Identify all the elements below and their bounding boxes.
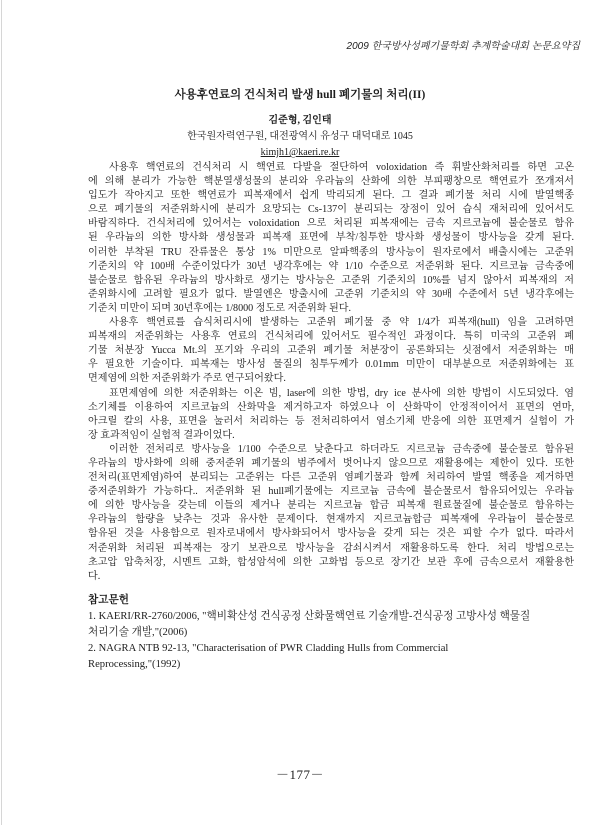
body-text-line: 함유된 것을 사용함으로 원자로내에서 방사화되어서 방사능을 갖게 되는 것은 피할 수가 없다. 따라서 bbox=[88, 528, 574, 540]
references-heading: 참고문헌 bbox=[88, 595, 129, 606]
body-text-line: 장 효과적임이 실험적 결과이었다. bbox=[88, 429, 235, 441]
body-text-line: 입도가 작아지고 또한 핵연료가 피복재에서 쉽게 박리되게 된다. 그 결과 폐기물 처리 시에 발열핵종 bbox=[88, 190, 574, 202]
body-text-line: 기준치의 약 100배 수준이었다가 30년 냉각후에는 약 1/10 수준으로 저준위화 된다. 지르코늄 금속중에 bbox=[88, 260, 574, 272]
body-text-line: 바람직하다. 건식처리에 있어서는 voloxidation 으로 처리된 피복재에는 금속 지르코늄에 불순물로 함유 bbox=[88, 218, 574, 230]
references-section bbox=[88, 592, 578, 673]
page-number: －177－ bbox=[275, 767, 324, 782]
body-text-line: 불순물로 함유된 우라늄의 방사화로 생기는 방사능은 고준위 기준치의 10%를 넘지 않아서 피복재의 저 bbox=[88, 274, 574, 286]
body-text-line: 중저준위화가 가능하다.. 저준위화 된 hull폐기물에는 지르코늄 금속에 불순물로서 함유되어있는 우라늄 bbox=[88, 486, 574, 498]
body-paragraph-3 bbox=[88, 387, 574, 443]
body-text-line: 에 의해 분리가 가능한 핵분열생성물의 분리와 우라늄의 산화에 의한 부피팽창으로 핵연료가 쪼개져서 bbox=[88, 176, 574, 188]
body-text-line: 우라늄의 함량을 낮추는 것과 유사한 문제이다. 현재까지 지르코늄합금 피복재에 우라늄이 불순물로 bbox=[88, 514, 574, 526]
author-email-row bbox=[0, 146, 600, 160]
author-email: kimjh1@kaeri.re.kr bbox=[260, 147, 340, 158]
reference-line: 2. NAGRA NTB 92-13, "Characterisation of PWR Cladding Hulls from Commercial bbox=[88, 643, 449, 654]
body-text-line: 기준치 미만이 되며 30년후에는 1/8000 정도로 저준위화 된다. bbox=[88, 302, 352, 314]
body-text-line: 준위화시에 고려할 필요가 없다. 발열엔은 방출시에 고준위 기준치의 약 30배 수준에서 5년 냉각후에는 bbox=[88, 288, 574, 300]
body-text-line: 전처리(표면제염)하여 분리되는 고준위는 다른 고준위 염폐기물과 함께 처리하여 발열 핵종을 제거하면 bbox=[88, 472, 574, 484]
reference-item-2 bbox=[88, 641, 578, 673]
running-header: 2009 한국방사성폐기물학회 추계학술대회 논문요약집 bbox=[346, 41, 580, 52]
body-text-line: 으로 폐기물의 저준위화시에 분리가 요망되는 Cs-137이 분리되는 장점이 있어 습식 재처리에 있어서도 bbox=[88, 204, 574, 216]
body-text-line: 저준위화 처리된 피복재는 장기 보관으로 방사능을 감쇠시켜서 재활용하도록 한다. 처리 방법으로는 bbox=[88, 542, 574, 554]
body-text-line: 다. bbox=[88, 570, 101, 582]
body-text-line: 초고압 압축처장, 시멘트 고화, 합성암석에 의한 고화법 등으로 장기간 보관 후에 금속으로서 재활용한 bbox=[88, 556, 574, 568]
body-text-line: 이러한 부착된 TRU 잔류물은 통상 1% 미만으로 알파핵종의 방사능이 원자로에서 배출시에는 고준위 bbox=[88, 246, 574, 258]
body-paragraph-2 bbox=[88, 316, 574, 386]
body-text-line: 소기체를 이용하여 지르코늄의 산화막을 제거하고자 하였으나 이 산화막이 안정적이어서 표면의 연마, bbox=[88, 401, 574, 413]
body-text-line: 된 우라늄의 의한 방사화 생성물과 피복재 표면에 부착/침투한 방사화 생성물이 방사능을 갖게 된다. bbox=[88, 232, 574, 244]
reference-line: 처리기술 개발,"(2006) bbox=[88, 627, 188, 638]
body-text-line: 면제염에 의한 저준위화가 주로 연구되어왔다. bbox=[88, 373, 286, 385]
body-text-line: 사용후 핵연료를 습식처리시에 발생하는 고준위 폐기물 중 약 1/4가 피복재(hull) 임을 고려하면 bbox=[109, 317, 574, 329]
body-text-line: 사용후 핵연료의 건식처리 시 핵연료 다발을 절단하여 voloxidation 즉 휘발산화처리를 하면 고온 bbox=[109, 162, 574, 173]
reference-line: Reprocessing,"(1992) bbox=[88, 659, 181, 670]
paper-title: 사용후연료의 건식처리 발생 hull 폐기물의 처리(II) bbox=[174, 89, 426, 101]
body-paragraph-4 bbox=[88, 443, 574, 584]
author-affiliation: 한국원자력연구원, 대전광역시 유성구 대덕대로 1045 bbox=[187, 131, 413, 142]
body-text-line: 우 필요한 기술이다. 피복재는 방사성 물질의 침투두께가 0.01mm 미만이 대부분으로 저준위화에는 표 bbox=[88, 359, 574, 371]
body-text-line: 아크릴 칼의 사용, 표면을 눌러서 처리하는 등 전처리하여서 염소기체 반응에 의한 표면제거 실험이 가 bbox=[88, 415, 574, 427]
body-text-line: 에 의한 방사능을 갖는데 이들의 제거나 분리는 지르코늄 합금 피복재 원료물질에 불순물로 함유하는 bbox=[88, 500, 574, 512]
body-paragraph-1 bbox=[88, 161, 574, 316]
body-text-line: 피복재의 저준위화는 사용후 연료의 건식처리에 있어서도 필수적인 과정이다. 특히 미국의 고준위 폐 bbox=[88, 331, 574, 343]
abstract-body bbox=[88, 161, 574, 584]
body-text-line: 표면제염에 의한 저준위화는 이온 빔, laser에 의한 방법, dry ice 분사에 의한 방법이 시도되었다. 염 bbox=[109, 387, 574, 399]
body-text-line: 이러한 전처리로 방사능을 1/100 수준으로 낮춘다고 하더라도 지르코늄 금속중에 불순물로 함유된 bbox=[109, 443, 574, 455]
reference-item-1 bbox=[88, 609, 578, 641]
body-text-line: 우라늄의 방사화에 의해 중저준위 폐기물의 범주에서 벗어나지 않으므로 재활용에는 제한이 있다. 또한 bbox=[88, 457, 574, 469]
author-names: 김준형, 김인태 bbox=[268, 115, 332, 126]
reference-line: 1. KAERI/RR-2760/2006, "핵비확산성 건식공정 산화물핵연료 기술개발-건식공정 고방사성 핵물질 bbox=[88, 611, 531, 622]
body-text-line: 기물 처분장 Yucca Mt.의 포기와 우리의 고준위 폐기물 처분장이 공론화되는 싯점에서 저준위화는 매 bbox=[88, 345, 574, 357]
